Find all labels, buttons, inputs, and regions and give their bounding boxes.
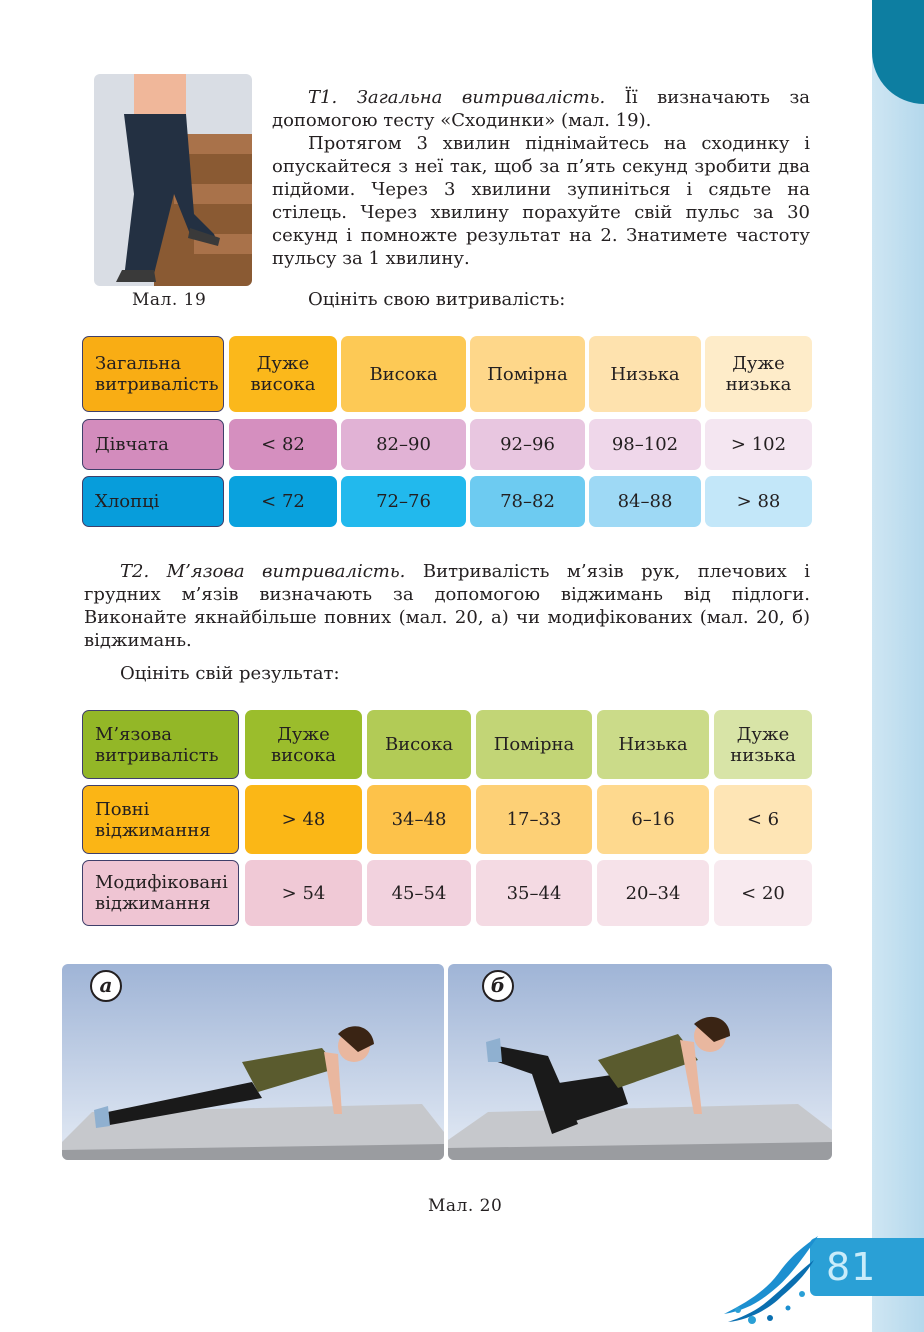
t2-prompt: Оцініть свій результат:	[120, 663, 340, 684]
table2-full-very-low: < 6	[714, 785, 812, 854]
table2-header-moderate: Помірна	[476, 710, 592, 779]
figure-20-label-b: б	[482, 970, 514, 1002]
page-number: 81	[826, 1245, 877, 1289]
table1-boys-very-low: > 88	[705, 476, 812, 527]
t1-heading: Т1. Загальна витривалість.	[308, 87, 606, 108]
table1-row-boys-label: Хлопці	[82, 476, 224, 527]
table2-modified-low: 20–34	[597, 860, 709, 926]
figure-19-caption: Мал. 19	[132, 290, 207, 310]
table1-girls-very-low: > 102	[705, 419, 812, 470]
table1-girls-low: 98–102	[589, 419, 701, 470]
t2-paragraph	[84, 560, 810, 652]
t1-body: Протягом 3 хвилин піднімайтесь на сходинку і опускайтеся з неї так, щоб за п’ять секунд зробити два підйоми. Через 3 хвилини зупиніться і сядьте на стілець. Через хвилину порахуйте свій пульс за 30 секунд і помножте результат на 2. Знатимете частоту пульсу за 1 хвилину.	[272, 133, 810, 269]
table2-header-low: Низька	[597, 710, 709, 779]
table2-row-modified-label: Модифіковані віджимання	[82, 860, 239, 926]
table2-modified-moderate: 35–44	[476, 860, 592, 926]
table2-header-very-high: Дуже висока	[245, 710, 362, 779]
table2-header-high: Висока	[367, 710, 471, 779]
table1-header-very-low: Дуже низька	[705, 336, 812, 412]
table2-modified-high: 45–54	[367, 860, 471, 926]
table2-row-full-label: Повні віджимання	[82, 785, 239, 854]
figure-20-caption: Мал. 20	[428, 1196, 503, 1216]
t1-paragraph	[272, 86, 810, 270]
table1-header-very-high: Дуже висока	[229, 336, 337, 412]
table1-girls-moderate: 92–96	[470, 419, 585, 470]
table1-header-moderate: Помірна	[470, 336, 585, 412]
table2-header-very-low: Дуже низька	[714, 710, 812, 779]
table2-full-very-high: > 48	[245, 785, 362, 854]
table1-boys-low: 84–88	[589, 476, 701, 527]
table2-modified-very-high: > 54	[245, 860, 362, 926]
t1-prompt: Оцініть свою витривалість:	[308, 289, 566, 310]
table1-row-girls-label: Дівчата	[82, 419, 224, 470]
table1-girls-high: 82–90	[341, 419, 466, 470]
figure-20-label-a: а	[90, 970, 122, 1002]
table2-full-high: 34–48	[367, 785, 471, 854]
table1-header-high: Висока	[341, 336, 466, 412]
table2-modified-very-low: < 20	[714, 860, 812, 926]
table2-full-low: 6–16	[597, 785, 709, 854]
table1-boys-high: 72–76	[341, 476, 466, 527]
table1-header-label: Загальна витривалість	[82, 336, 224, 412]
table1-header-low: Низька	[589, 336, 701, 412]
page-sidebar	[872, 0, 924, 1332]
t1-intro: Її визначають за допомогою тесту «Сходинки» (мал. 19).	[272, 87, 810, 131]
table1-girls-very-high: < 82	[229, 419, 337, 470]
step-test-photo	[94, 74, 252, 286]
splash-decoration-icon	[718, 1230, 828, 1326]
table1-boys-moderate: 78–82	[470, 476, 585, 527]
t2-heading: Т2. М’язова витривалість.	[120, 561, 406, 582]
table1-boys-very-high: < 72	[229, 476, 337, 527]
t2-body: Витривалість м’язів рук, плечових і грудних м’язів визначають за допомогою віджимань від підлоги. Виконайте якнайбільше повних (мал. 20, а) чи модифікованих (мал. 20, б) віджимань.	[84, 561, 811, 651]
table2-header-label: М’язова витривалість	[82, 710, 239, 779]
table2-full-moderate: 17–33	[476, 785, 592, 854]
